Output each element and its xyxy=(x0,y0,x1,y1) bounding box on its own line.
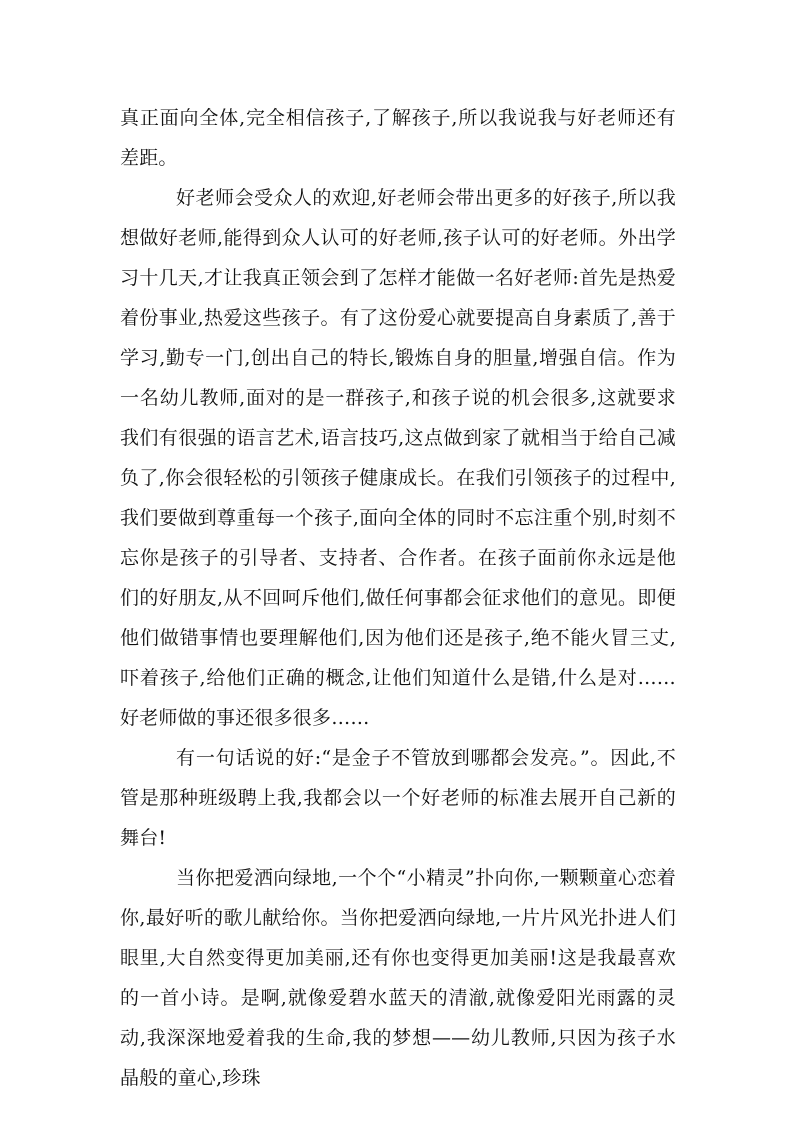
paragraph-2: 好老师会受众人的欢迎,好老师会带出更多的好孩子,所以我想做好老师,能得到众人认可的好老师,孩子认可的好老师。外出学习十几天,才让我真正领会到了怎样才能做一名好老师:首先是热爱着份事业,热爱这些孩子。有了这份爱心就要提高自身素质了,善于学习,勤专一门,创出自己的特长,锻炼自身的胆量,增强自信。作为一名幼儿教师,面对的是一群孩子,和孩子说的机会很多,这就要求我们有很强的语言艺术,语言技巧,这点做到家了就相当于给自己减负了,你会很轻松的引领孩子健康成长。在我们引领孩子的过程中,我们要做到尊重每一个孩子,面向全体的同时不忘注重个别,时刻不忘你是孩子的引导者、支持者、合作者。在孩子面前你永远是他们的好朋友,从不回呵斥他们,做任何事都会征求他们的意见。即便他们做错事情也要理解他们,因为他们还是孩子,绝不能火冒三丈,吓着孩子,给他们正确的概念,让他们知道什么是错,什么是对……好老师做的事还很多很多…… xyxy=(120,187,676,729)
paragraph-1: 真正面向全体,完全相信孩子,了解孩子,所以我说我与好老师还有差距。 xyxy=(120,107,676,169)
document-body xyxy=(120,98,676,1098)
paragraph-4: 当你把爱洒向绿地,一个个“小精灵”扑向你,一颗颗童心恋着你,最好听的歌儿献给你。当你把爱洒向绿地,一片片风光扑进人们眼里,大自然变得更加美丽,还有你也变得更加美丽!这是我最喜欢的一首小诗。是啊,就像爱碧水蓝天的清澈,就像爱阳光雨露的灵动,我深深地爱着我的生命,我的梦想——幼儿教师,只因为孩子水晶般的童心,珍珠 xyxy=(120,867,676,1089)
paragraph-3: 有一句话说的好:“是金子不管放到哪都会发亮。”。因此,不管是那种班级聘上我,我都会以一个好老师的标准去展开自己新的舞台! xyxy=(120,747,676,849)
